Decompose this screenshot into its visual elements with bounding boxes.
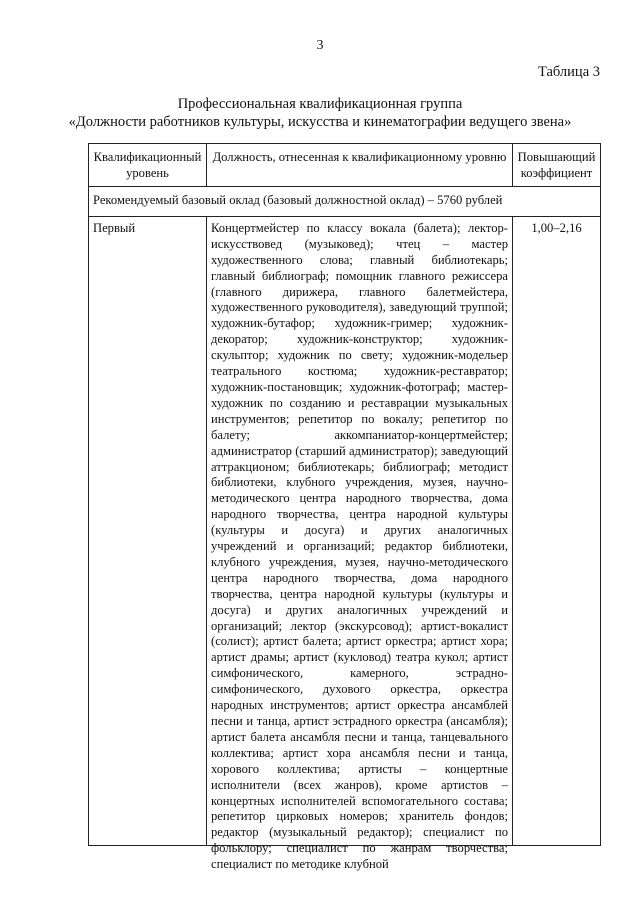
table-header-row bbox=[89, 144, 601, 187]
base-salary-text: Рекомендуемый базовый оклад (базовый должностной оклад) – 5760 рублей bbox=[89, 187, 601, 217]
positions-cell bbox=[207, 216, 513, 872]
qualification-table bbox=[88, 143, 601, 872]
header-coefficient: Повышающий коэффициент bbox=[513, 144, 601, 187]
coefficient-value: 1,00–2,16 bbox=[531, 220, 582, 235]
level-cell: Первый bbox=[89, 216, 207, 845]
heading-line-1: Профессиональная квалификационная группа bbox=[177, 96, 463, 112]
table-heading bbox=[0, 95, 640, 131]
heading-line-2: «Должности работников культуры, искусства и кинематографии ведущего звена» bbox=[68, 114, 572, 130]
page-number: 3 bbox=[316, 38, 324, 53]
table-row bbox=[89, 216, 601, 845]
table-label: Таблица 3 bbox=[537, 64, 600, 80]
positions-text: Концертмейстер по классу вокала (балета); лектор-искусствовед (музыковед); чтец – мастер художественного слова; главный библиотекарь; главный библиограф; помощник главного режиссера (главного дирижера, главного балетмейстера, художественного руководителя), заведующий труппой; художник-бутафор; художник-гример; художник-декоратор; художник-конструктор; художник-скульптор; художник по свету; художник-модельер театрального костюма; художник-реставратор; художник-постановщик; художник-фотограф; мастер-художник по созданию и реставрации музыкальных инструментов; репетитор по вокалу; репетитор по балету; аккомпаниатор-концертмейстер; администратор (старший администратор); заведующий аттракционом; библиотекарь; библиограф; методист библиотеки, клубного учреждения, музея, научно-методического центра народного творчества, дома народного творчества, центра народной культуры (культуры и досуга) и других аналогичных учреждений и организаций; редактор библиотеки, клубного учреждения, музея, научно-методического центра народного творчества, дома народного творчества, центра народной культуры (культуры и досуга) и других аналогичных учреждений и организаций; лектор (экскурсовод); артист-вокалист (солист); артист балета; артист оркестра; артист хора; артист драмы; артист (кукловод) театра кукол; артист симфонического, камерного, эстрадно-симфонического, духового оркестра, оркестра народных инструментов; артист оркестра ансамблей песни и танца, артист эстрадного оркестра (ансамбля); артист балета ансамбля песни и танца, танцевального коллектива; артист хора ансамбля песни и танца, хорового коллектива; артисты – концертные исполнители (всех жанров), кроме артистов – концертных исполнителей вспомогательного состава; репетитор цирковых номеров; хранитель фондов; редактор (музыкальный редактор); специалист по фольклору; специалист по жанрам творчества; специалист по методике клубной bbox=[211, 220, 508, 872]
salary-row bbox=[89, 187, 601, 217]
header-position: Должность, отнесенная к квалификационному уровню bbox=[207, 144, 513, 187]
header-qualification-level: Квалификационный уровень bbox=[89, 144, 207, 187]
coefficient-cell bbox=[513, 216, 601, 845]
